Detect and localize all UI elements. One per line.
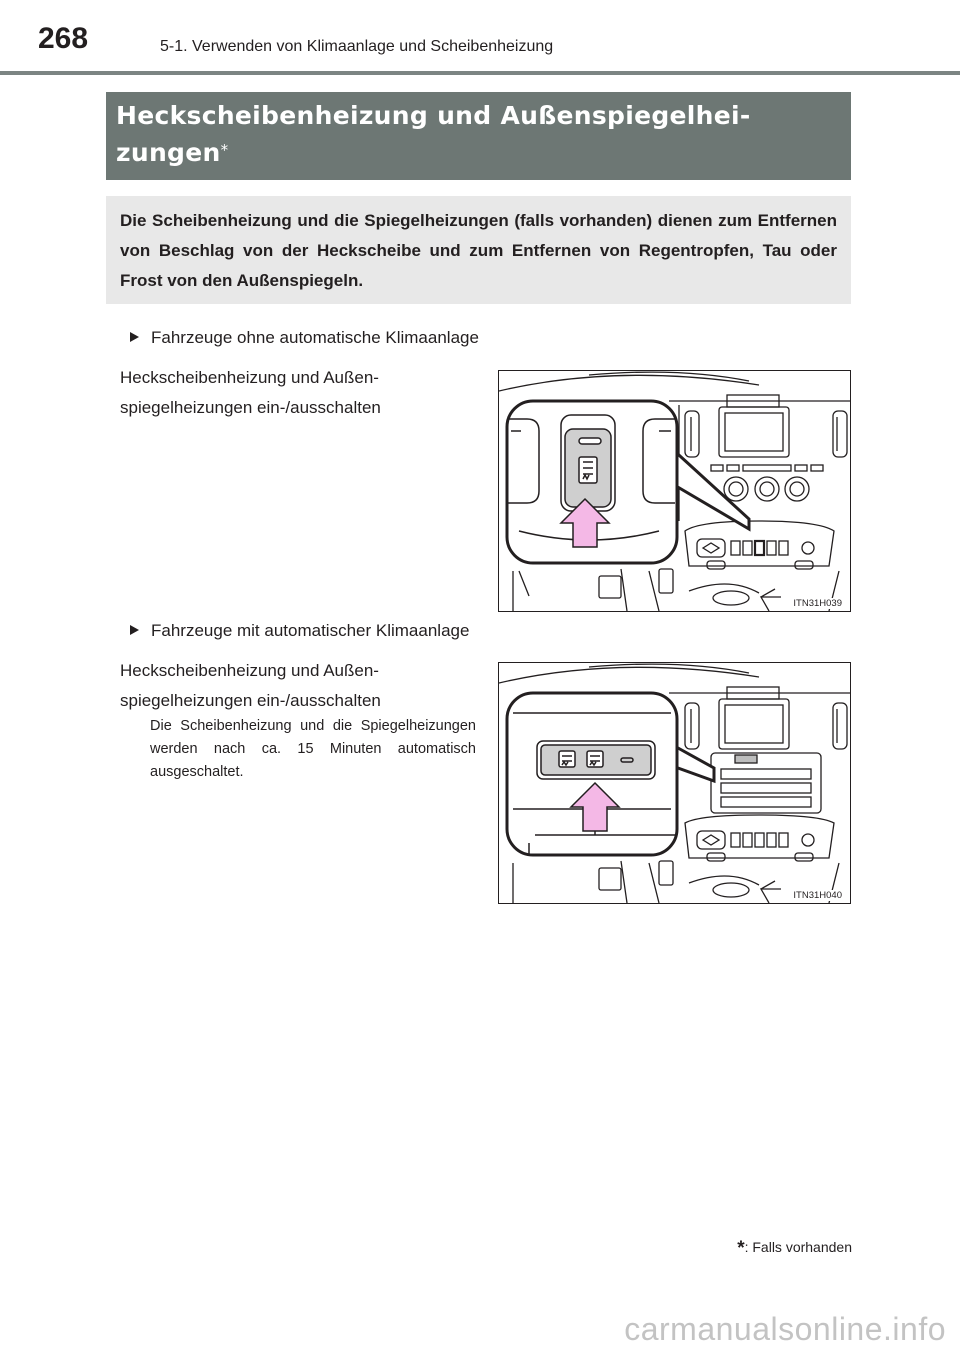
dashboard-illustration-2 (499, 663, 850, 903)
header-rule (0, 71, 960, 75)
intro-text: Die Scheibenheizung und die Spiegelheizungen (falls vorhanden) dienen zum Entfernen von Beschlag von der Heckscheibe und zum Entfernen von Regentropfen, Tau oder Frost von den Außenspiegeln. (120, 211, 837, 290)
footnote-asterisk: * (737, 1238, 745, 1259)
figure-code-1: ITN31H039 (793, 598, 842, 609)
footnote (737, 1238, 852, 1260)
title-asterisk: * (220, 141, 229, 159)
intro-box (106, 196, 851, 304)
footnote-text: : Falls vorhanden (744, 1239, 852, 1255)
page-number: 268 (38, 22, 89, 55)
figure-defogger-auto-ac (498, 662, 851, 904)
auto-off-note: Die Scheibenheizung und die Spiegelheizungen werden nach ca. 15 Minuten automatisch ausgeschaltet. (150, 718, 476, 780)
page-title (116, 97, 841, 171)
section-title: 5-1. Verwenden von Klimaanlage und Scheibenheizung (160, 38, 554, 55)
bullet-label: Fahrzeuge mit automatischer Klimaanlage (151, 621, 470, 640)
figure-code-2: ITN31H040 (793, 890, 842, 901)
dashboard-illustration-1 (499, 371, 850, 611)
bullet-triangle-icon (130, 625, 139, 635)
watermark: carmanualsonline.info (624, 1311, 946, 1347)
caption-2: Heckscheibenheizung und Außen- spiegelheizungen ein-/ausschalten (120, 661, 381, 710)
bullet-with-auto-ac (130, 621, 469, 641)
title-box (106, 92, 851, 180)
bullet-label: Fahrzeuge ohne automatische Klimaanlage (151, 328, 479, 347)
title-line-1: Heckscheibenheizung und Außenspiegelhei- (116, 101, 751, 130)
bullet-without-auto-ac (130, 328, 479, 348)
caption-1: Heckscheibenheizung und Außen- spiegelheizungen ein-/ausschalten (120, 368, 381, 417)
title-line-2: zungen (116, 138, 221, 167)
figure-defogger-manual-ac (498, 370, 851, 612)
bullet-triangle-icon (130, 332, 139, 342)
